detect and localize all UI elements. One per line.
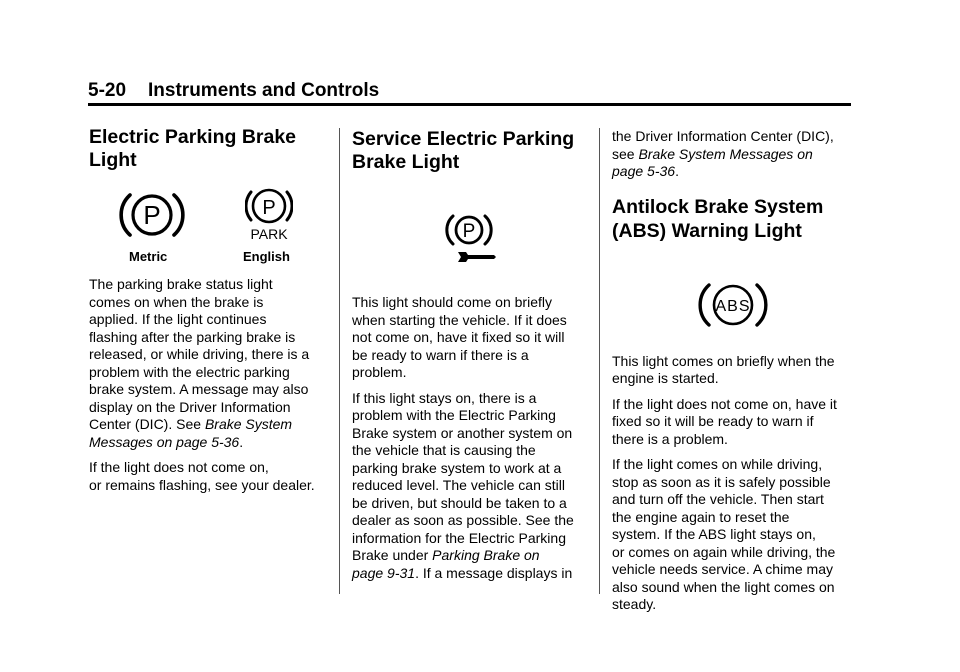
- heading-line-2: Light: [89, 149, 137, 171]
- metric-label: Metric: [129, 249, 168, 264]
- text-line: the Driver Information Center (DIC),: [612, 128, 834, 144]
- text-line: The parking brake status light: [89, 276, 273, 292]
- heading-abs-warning-light: [612, 195, 852, 243]
- text-line: display on the Driver Information: [89, 398, 291, 415]
- text-period: .: [675, 163, 679, 179]
- text-line: also sound when the light comes on: [612, 578, 835, 595]
- link-parking-brake-page[interactable]: page 9-31: [352, 564, 416, 581]
- service-icon-text: P: [462, 221, 476, 242]
- english-icon-subtext: PARK: [250, 226, 288, 242]
- text-line: the vehicle that is causing the: [352, 442, 536, 458]
- link-brake-system-messages-page[interactable]: page 5-36: [612, 163, 676, 179]
- text-line: the engine again to reset the: [612, 508, 790, 525]
- text-line: reduced level. The vehicle can still: [352, 477, 565, 493]
- text-line: released, or while driving, there is a: [89, 346, 310, 362]
- parking-brake-icons: [89, 184, 329, 248]
- column-electric-parking-brake-light: [89, 126, 329, 502]
- text-line: information for the Electric Parking: [352, 529, 566, 546]
- column-abs-warning-light: [612, 128, 852, 622]
- text-line: dealer as soon as possible. See the: [352, 512, 574, 528]
- heading-service-electric-parking-brake-light: [352, 128, 590, 174]
- metric-icon-text: P: [143, 200, 161, 230]
- service-parking-brake-wrench-icon: [444, 210, 504, 266]
- link-brake-system-messages[interactable]: Brake System Messages on: [638, 145, 813, 162]
- paragraph-dealer: [89, 459, 329, 494]
- paragraph-comes-on-briefly: [612, 353, 852, 388]
- text-line: applied. If the light continues: [89, 311, 267, 327]
- abs-icon-area: [612, 243, 852, 347]
- parking-brake-park-icon: [245, 186, 293, 244]
- heading-line-1: Service Electric Parking: [352, 128, 575, 150]
- paragraph-continued-dic: [612, 128, 852, 181]
- link-brake-system-messages-page[interactable]: Messages on page 5-36: [89, 433, 240, 450]
- text-line: problem with the electric parking: [89, 363, 290, 380]
- paragraph-does-not-come-on: [612, 396, 852, 449]
- text-line: or remains flashing, see your dealer.: [89, 476, 315, 493]
- text-line: Brake system or another system on: [352, 424, 573, 441]
- text-line: there is a problem.: [612, 430, 728, 447]
- paragraph-comes-on-while-driving: [612, 456, 852, 614]
- text-line: If the light comes on while driving,: [612, 456, 823, 472]
- english-icon-text: P: [262, 197, 276, 219]
- section-title: Instruments and Controls: [148, 80, 380, 101]
- text-line: brake system. A message may also: [89, 381, 309, 397]
- text-line: engine is started.: [612, 370, 719, 386]
- text-line: Brake under: [352, 547, 433, 563]
- text-line: problem.: [352, 364, 407, 380]
- page-header: [88, 80, 379, 102]
- link-brake-system-messages[interactable]: Brake System: [204, 416, 293, 432]
- text-line: not come on, have it fixed so it will: [352, 329, 565, 345]
- text-line: comes on when the brake is: [89, 293, 264, 310]
- abs-warning-icon: [698, 279, 768, 331]
- english-label: English: [243, 249, 290, 264]
- text-line: flashing after the parking brake is: [89, 328, 296, 345]
- text-period: .: [239, 433, 244, 450]
- text-line: If the light does not come on, have it: [612, 395, 837, 412]
- text-line: If this light stays on, there is a: [352, 389, 537, 406]
- text-line: system. If the ABS light stays on,: [612, 526, 816, 542]
- text-line: and turn off the vehicle. Then start: [612, 491, 824, 507]
- text-line: fixed so it will be ready to warn if: [612, 413, 814, 429]
- column-divider-1: [339, 128, 340, 594]
- text-line: vehicle needs service. A chime may: [612, 561, 833, 577]
- text-line: or comes on again while driving, the: [612, 543, 836, 560]
- text-line: be driven, but should be taken to a: [352, 494, 567, 511]
- paragraph-stays-on: [352, 390, 590, 583]
- abs-icon-text: ABS: [715, 297, 751, 315]
- heading-line-2: (ABS) Warning Light: [612, 219, 802, 242]
- parking-brake-p-circle-icon: [118, 188, 186, 242]
- text-line: be ready to warn if there is a: [352, 346, 529, 363]
- text-line: parking brake system to work at a: [352, 459, 562, 476]
- text-line: If the light does not come on,: [89, 459, 269, 475]
- text-line: This light comes on briefly when the: [612, 352, 835, 369]
- heading-electric-parking-brake-light: [89, 126, 329, 172]
- heading-line-2: Brake Light: [352, 151, 460, 173]
- text-line: steady.: [612, 596, 657, 612]
- service-icon-area: [352, 174, 590, 274]
- link-parking-brake[interactable]: Parking Brake on: [432, 547, 540, 563]
- column-divider-2: [599, 128, 600, 594]
- text-line: when starting the vehicle. If it does: [352, 311, 567, 328]
- heading-line-1: Antilock Brake System: [612, 195, 824, 218]
- text-line: . If a message displays in: [415, 564, 573, 581]
- heading-line-1: Electric Parking Brake: [89, 126, 297, 148]
- paragraph-should-come-on: [352, 294, 590, 382]
- column-service-electric-parking-brake-light: [352, 128, 590, 590]
- text-line: problem with the Electric Parking: [352, 407, 556, 423]
- text-line: stop as soon as it is safely possible: [612, 473, 831, 490]
- text-line: see: [612, 145, 639, 162]
- paragraph-status-light: [89, 276, 329, 451]
- text-line: This light should come on briefly: [352, 294, 552, 310]
- text-line: Center (DIC). See: [89, 416, 205, 432]
- header-rule: [88, 103, 851, 106]
- icon-labels: [89, 248, 329, 270]
- page-number: 5-20: [88, 80, 127, 101]
